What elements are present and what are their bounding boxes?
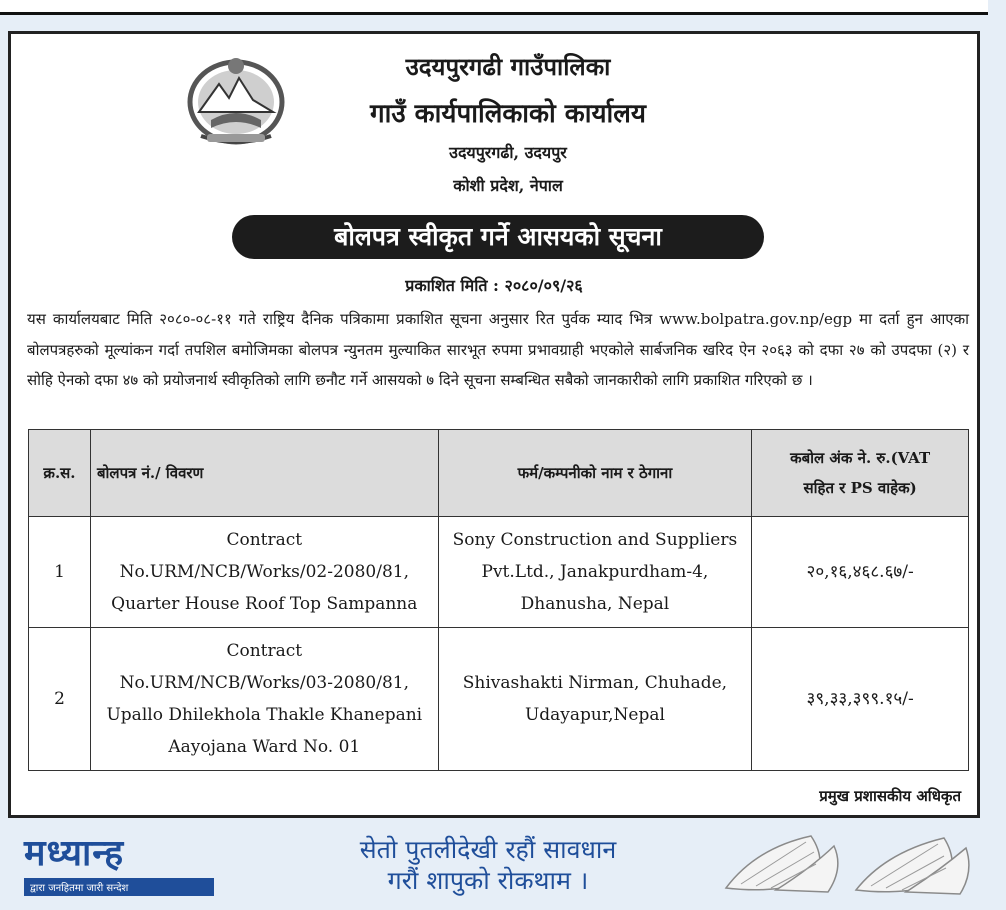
notice-title: बोलपत्र स्वीकृत गर्ने आसयको सूचना <box>232 215 764 259</box>
contract-line: No.URM/NCB/Works/02-2080/81, <box>119 562 409 582</box>
cell-firm <box>438 628 752 771</box>
banner-slogan <box>273 834 703 896</box>
firm-line: Pvt.Ltd., Janakpurdham-4, <box>481 562 709 582</box>
awareness-banner <box>8 826 980 902</box>
table-header-row <box>29 430 969 517</box>
cell-firm <box>438 517 752 628</box>
municipality-name: उदयपुरगढी गाउँपालिका <box>405 52 611 81</box>
notice-body: यस कार्यालयबाट मिति २०८०-०८-११ गते राष्ट्रिय दैनिक पत्रिकामा प्रकाशित सूचना अनुसार रित पुर्वक म्याद भित्र www.bolpatra.gov.np/egp मा दर्ता हुन आएका बोलपत्रहरुको मूल्यांकन गर्दा तपशिल बमोजिमका बोलपत्र न्युनतम मुल्याकित सारभूत रुपमा प्रभावग्राही भएकोले सार्बजनिक खरिद ऐन २०६३ को दफा २७ को उपदफा (२) र सोहि ऐनको दफा ४७ को प्रयोजनार्थ स्वीकृतिको लागि छनौट गर्ने आसयको ७ दिने सूचना सम्बन्धित सबैको जानकारीको लागि प्रकाशित गरिएको छ । <box>27 310 969 389</box>
brand-logo <box>24 833 239 896</box>
header-sn: क्र.स. <box>29 430 91 517</box>
contract-line: Contract <box>226 641 303 661</box>
slogan-line: गरौं शापुको रोकथाम । <box>387 866 589 895</box>
cell-amount: २०,१६,४६८.६७/- <box>752 517 969 628</box>
contract-line: No.URM/NCB/Works/03-2080/81, <box>119 673 409 693</box>
header-firm: फर्म/कम्पनीको नाम र ठेगाना <box>438 430 752 517</box>
cell-sn: 1 <box>29 517 91 628</box>
header-amount-line2: सहित र PS वाहेक) <box>803 479 917 497</box>
published-date: प्रकाशित मिति : २०८०/०९/२६ <box>405 276 583 295</box>
firm-line: Udayapur,Nepal <box>524 705 665 725</box>
office-address: उदयपुरगढी, उदयपुर <box>449 143 567 162</box>
cell-contract <box>90 517 438 628</box>
notice-box <box>8 31 980 818</box>
contract-line: Aayojana Ward No. 01 <box>168 737 361 757</box>
header-amount-line1: कबोल अंक ने. रु.(VAT <box>790 449 931 467</box>
office-name: गाउँ कार्यपालिकाको कार्यालय <box>370 99 646 129</box>
cell-sn: 2 <box>29 628 91 771</box>
contract-line: Quarter House Roof Top Sampanna <box>111 594 418 614</box>
brand-name: मध्यान्ह <box>24 833 125 874</box>
header-contract: बोलपत्र नं./ विवरण <box>90 430 438 517</box>
contract-line: Contract <box>226 530 303 550</box>
province-name: कोशी प्रदेश, नेपाल <box>453 176 563 195</box>
signatory-title: प्रमुख प्रशासकीय अधिकृत <box>819 787 961 805</box>
firm-line: Shivashakti Nirman, Chuhade, <box>462 673 728 693</box>
contract-line: Upallo Dhilekhola Thakle Khanepani <box>106 705 423 725</box>
header-amount <box>752 430 969 517</box>
firm-line: Dhanusha, Nepal <box>520 594 670 614</box>
previous-notice-edge <box>0 0 991 15</box>
cell-contract <box>90 628 438 771</box>
page-gutter <box>988 0 1006 910</box>
brand-tagline: द्वारा जनहितमा जारी सन्देश <box>24 878 214 896</box>
bid-award-table <box>28 429 969 771</box>
white-butterfly-icon <box>716 828 978 900</box>
table-row <box>29 517 969 628</box>
table-row <box>29 628 969 771</box>
firm-line: Sony Construction and Suppliers <box>452 530 738 550</box>
slogan-line: सेतो पुतलीदेखी रहौं सावधान <box>359 835 617 864</box>
cell-amount: ३९,३३,३९९.१५/- <box>752 628 969 771</box>
